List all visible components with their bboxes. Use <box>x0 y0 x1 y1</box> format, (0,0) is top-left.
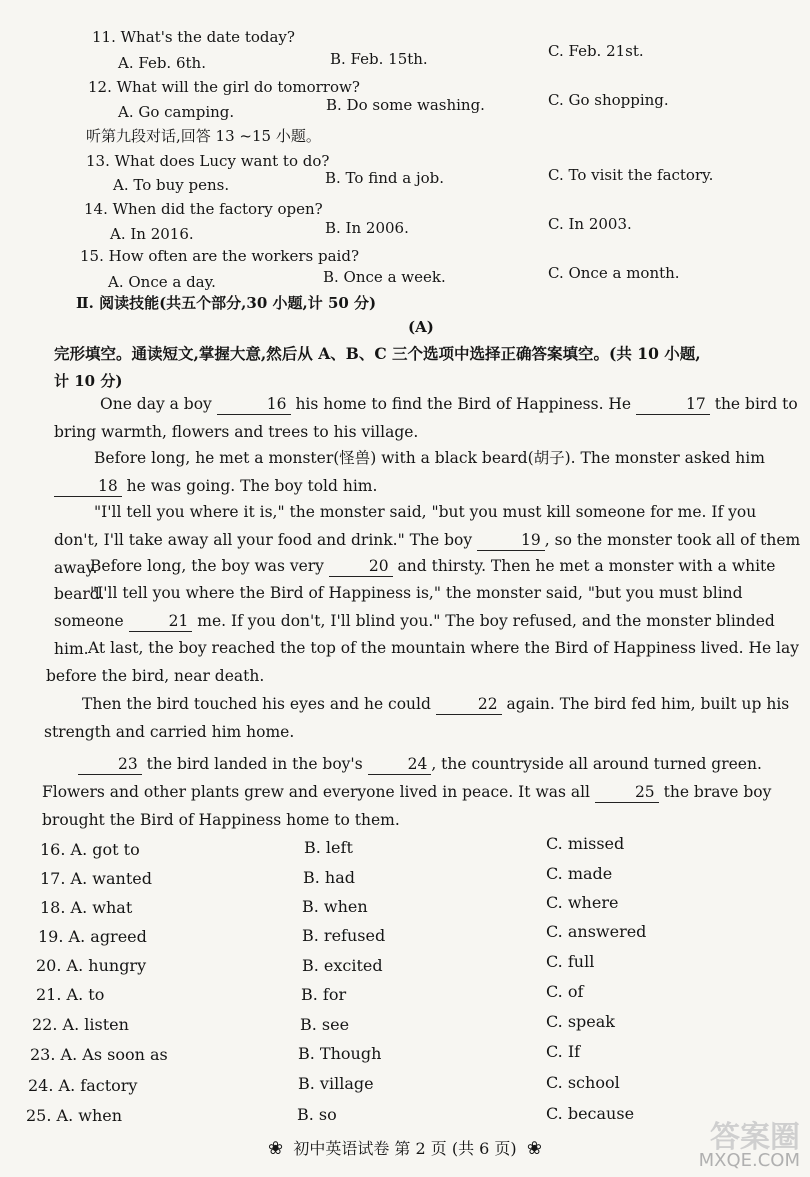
option-19-c: C. answered <box>546 922 647 941</box>
question-13: 13. What does Lucy want to do? <box>86 152 330 170</box>
options-row-21: 21. A. to <box>36 985 105 1004</box>
flower-ornament-icon: ❀ <box>526 1138 542 1159</box>
option-19-b: B. refused <box>302 926 386 945</box>
question-15: 15. How often are the workers paid? <box>80 247 359 265</box>
option-16-b: B. left <box>304 838 353 857</box>
blank-16: 16 <box>217 394 291 415</box>
passage-paragraph-7: Then the bird touched his eyes and he could 22 again. The bird fed him, built up his strength and carried him home. <box>44 695 790 741</box>
passage-paragraph-2: Before long, he met a monster(怪兽) with a black beard(胡子). The monster asked him 18 he was going. The boy told him. <box>54 444 802 500</box>
option-25-c: C. because <box>546 1104 635 1123</box>
q11-option-c: C. Feb. 21st. <box>548 42 644 60</box>
footer-page-number: 初中英语试卷 第 2 页 (共 6 页) <box>293 1139 517 1158</box>
page-footer <box>0 1136 810 1159</box>
part-a-label: (A) <box>408 318 434 336</box>
passage-paragraph-5: "I'll tell you where the Bird of Happiness is," the monster said, "but you must blind someone 21 me. If you don't, I'll blind you." The boy refused, and the monster blinded him. <box>54 584 775 658</box>
q15-option-b: B. Once a week. <box>323 268 446 286</box>
option-17-c: C. made <box>546 864 613 883</box>
q15-option-c: C. Once a month. <box>548 264 680 282</box>
option-24-c: C. school <box>546 1073 620 1092</box>
option-16-c: C. missed <box>546 834 625 853</box>
blank-20: 20 <box>329 556 393 577</box>
option-21-c: C. of <box>546 982 584 1001</box>
q14-option-a: A. In 2016. <box>110 225 194 243</box>
option-20-b: B. excited <box>302 956 383 975</box>
flower-ornament-icon: ❀ <box>268 1138 284 1159</box>
q13-option-c: C. To visit the factory. <box>548 166 714 184</box>
q13-option-b: B. To find a job. <box>325 169 444 187</box>
q12-option-b: B. Do some washing. <box>326 96 485 114</box>
blank-22: 22 <box>436 694 502 715</box>
option-23-c: C. If <box>546 1042 581 1061</box>
options-row-20: 20. A. hungry <box>36 956 147 975</box>
q11-option-a: A. Feb. 6th. <box>118 54 206 72</box>
q11-option-b: B. Feb. 15th. <box>330 50 428 68</box>
question-12: 12. What will the girl do tomorrow? <box>88 78 360 96</box>
option-21-b: B. for <box>301 985 347 1004</box>
passage-paragraph-4: Before long, the boy was very 20 and thirsty. Then he met a monster with a white beard. <box>54 557 776 603</box>
question-14: 14. When did the factory open? <box>84 200 323 218</box>
blank-17: 17 <box>636 394 710 415</box>
blank-25: 25 <box>595 782 659 803</box>
blank-19: 19 <box>477 530 545 551</box>
option-25-b: B. so <box>297 1105 337 1124</box>
option-20-c: C. full <box>546 952 595 971</box>
q13-option-a: A. To buy pens. <box>113 176 230 194</box>
options-row-24: 24. A. factory <box>28 1076 138 1095</box>
options-row-22: 22. A. listen <box>32 1015 129 1034</box>
options-row-23: 23. A. As soon as <box>30 1045 168 1064</box>
option-18-c: C. where <box>546 893 619 912</box>
option-24-b: B. village <box>298 1074 374 1093</box>
blank-18: 18 <box>54 476 122 497</box>
cloze-instruction: 完形填空。通读短文,掌握大意,然后从 A、B、C 三个选项中选择正确答案填空。(共 10 小题, <box>54 344 701 363</box>
blank-21: 21 <box>129 611 193 632</box>
options-row-16: 16. A. got to <box>40 840 140 859</box>
option-23-b: B. Though <box>298 1044 382 1063</box>
blank-24: 24 <box>368 754 432 775</box>
passage-paragraph-1: One day a boy 16 his home to find the Bird of Happiness. He 17 the bird to bring warmth, flowers and trees to his village. <box>54 395 798 441</box>
q12-option-c: C. Go shopping. <box>548 91 669 109</box>
section-9-instruction: 听第九段对话,回答 13 ~15 小题。 <box>86 127 321 145</box>
watermark-logo: 答案圈 <box>710 1120 800 1155</box>
options-row-18: 18. A. what <box>40 898 133 917</box>
option-17-b: B. had <box>303 868 356 887</box>
reading-section-heading: Ⅱ. 阅读技能(共五个部分,30 小题,计 50 分) <box>76 294 377 312</box>
option-22-b: B. see <box>300 1015 350 1034</box>
question-11: 11. What's the date today? <box>92 28 295 46</box>
options-row-19: 19. A. agreed <box>38 927 147 946</box>
options-row-25: 25. A. when <box>26 1106 123 1125</box>
q15-option-a: A. Once a day. <box>108 273 216 291</box>
q14-option-c: C. In 2003. <box>548 215 632 233</box>
blank-23: 23 <box>78 754 142 775</box>
passage-paragraph-8: 23 the bird landed in the boy's 24 , the countryside all around turned green. Flowers and other plants grew and everyone lived in peace. It was all 25 the brave boy brought the Bird of Happiness home to them. <box>42 755 772 829</box>
watermark-url: MXQE.COM <box>698 1150 800 1171</box>
passage-paragraph-6: At last, the boy reached the top of the mountain where the Bird of Happiness lived. He lay before the bird, near death. <box>46 639 800 685</box>
cloze-instruction-2: 计 10 分) <box>54 372 123 390</box>
options-row-17: 17. A. wanted <box>40 869 152 888</box>
q12-option-a: A. Go camping. <box>118 103 235 121</box>
q14-option-b: B. In 2006. <box>325 219 409 237</box>
passage-paragraph-3: "I'll tell you where it is," the monster said, "but you must kill someone for me. If you don't, I'll take away all your food and drink." The boy 19 , so the monster took all of them away. <box>54 503 801 577</box>
option-22-c: C. speak <box>546 1012 615 1031</box>
option-18-b: B. when <box>302 897 368 916</box>
